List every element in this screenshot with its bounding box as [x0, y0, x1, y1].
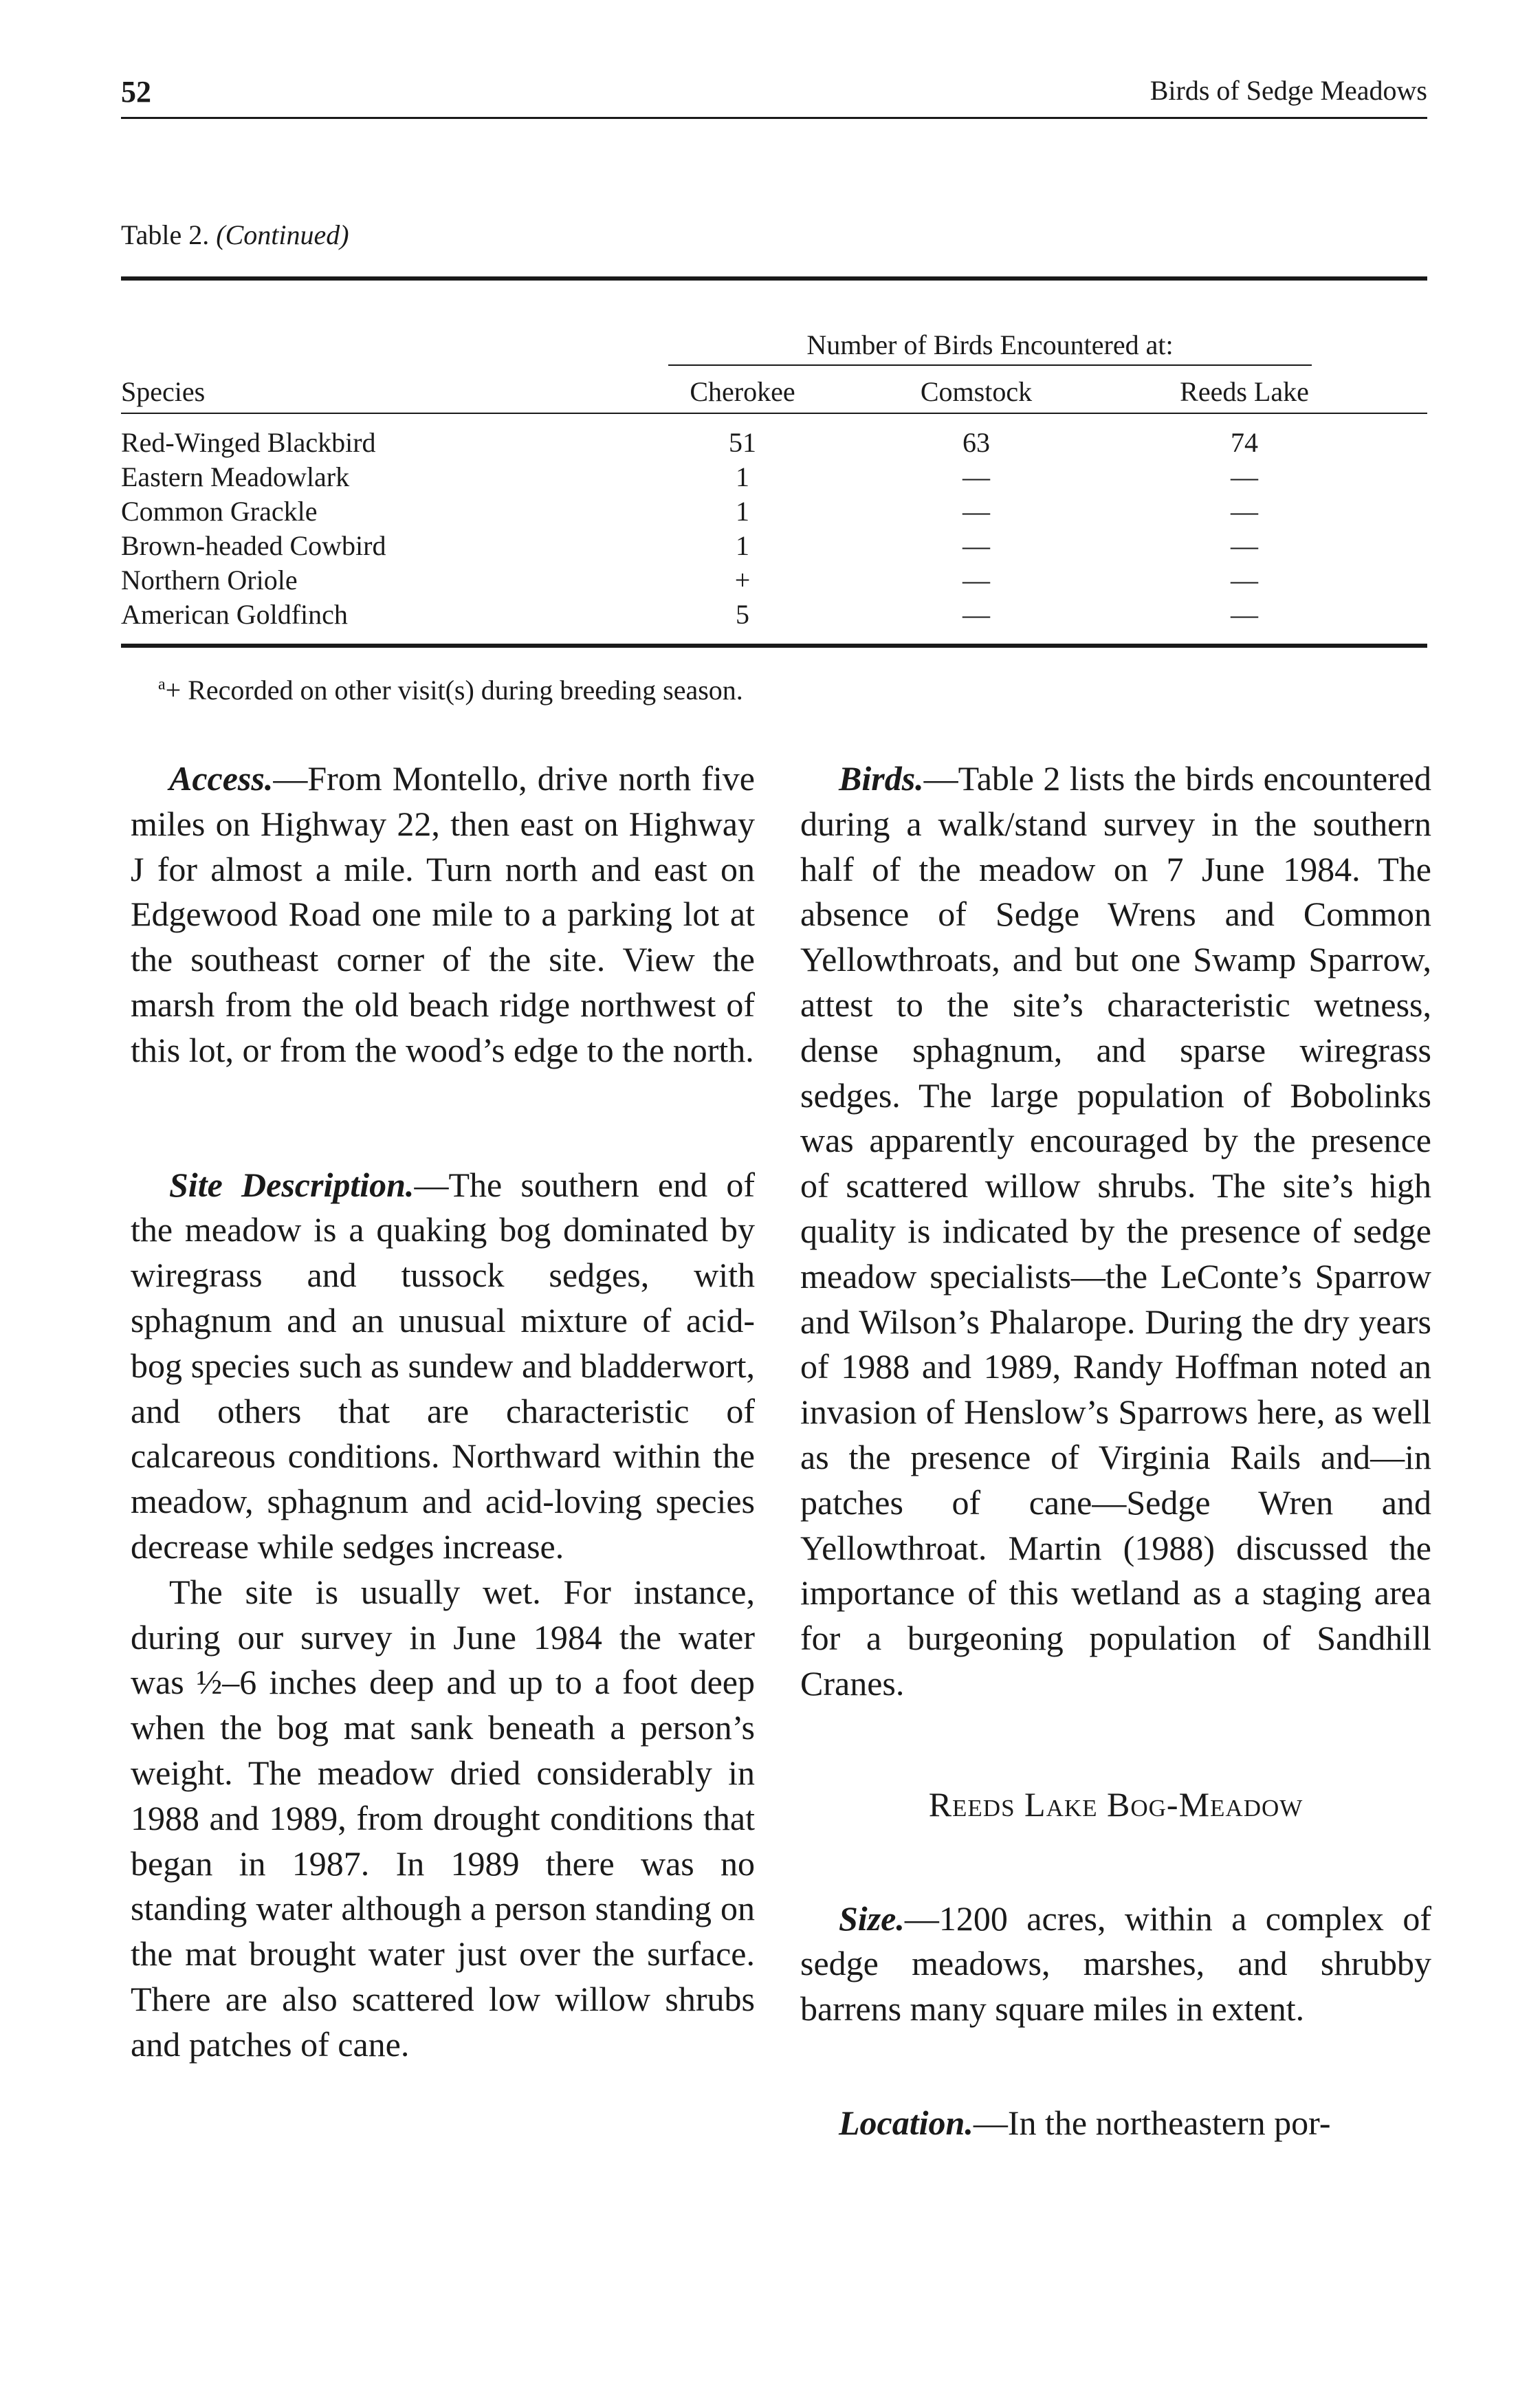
- cherokee-cell: +: [734, 565, 751, 595]
- site-description-run-in-heading: Site Description.: [169, 1165, 415, 1204]
- right-text-column: [800, 756, 1431, 2146]
- size-run-in-heading: Size.: [839, 1899, 905, 1938]
- table-row: [121, 564, 1427, 598]
- birds-run-in-heading: Birds.: [839, 759, 924, 798]
- access-run-in-heading: Access.: [169, 759, 274, 798]
- species-cell: Common Grackle: [121, 496, 318, 527]
- column-header-cherokee: Cherokee: [690, 376, 795, 407]
- comstock-cell: —: [962, 565, 990, 595]
- column-header-comstock: Comstock: [920, 376, 1033, 407]
- species-cell: Northern Oriole: [121, 565, 298, 595]
- table-row: [121, 495, 1427, 529]
- footnote-text: + Recorded on other visit(s) during breeding season.: [165, 675, 743, 706]
- section-heading: Reeds Lake Bog-Meadow: [928, 1784, 1304, 1824]
- location-run-in-heading: Location.: [839, 2103, 974, 2142]
- spanner-rule: [668, 364, 1312, 366]
- cherokee-cell: 5: [736, 599, 749, 630]
- cherokee-cell: 1: [736, 530, 749, 561]
- birds-text: —Table 2 lists the birds encountered during a walk/stand survey in the southern half of the meadow on 7 June 1984. The absence of Sedge Wrens and Common Yellowthroats, and but one Swamp Sparrow, attest to the site’s characteristic wetness, dense sphagnum, and sparse wiregrass sedges. The large population of Bobolinks was apparently encouraged by the presence of scattered willow shrubs. The site’s high quality is indicated by the presence of sedge meadow specialists—the LeConte’s Sparrow and Wilson’s Phalarope. During the dry years of 1988 and 1989, Randy Hoffman noted an invasion of Henslow’s Sparrows here, as well as the presence of Virginia Rails and—in patches of cane—Sedge Wren and Yellowthroat. Martin (1988) discussed the importance of this wetland as a staging area for a burgeoning population of Sandhill Cranes.: [800, 759, 1431, 1703]
- left-text-column: [131, 756, 755, 2068]
- page-number: 52: [121, 75, 151, 109]
- table-row: [121, 461, 1427, 495]
- reeds-lake-cell: —: [1231, 565, 1258, 595]
- reeds-lake-cell: —: [1231, 461, 1258, 492]
- running-title: Birds of Sedge Meadows: [1150, 75, 1427, 106]
- species-cell: American Goldfinch: [121, 599, 348, 630]
- header-underline-rule: [121, 413, 1427, 414]
- size-text: —1200 acres, within a complex of sedge meadows, marshes, and shrubby barrens many square miles in extent.: [800, 1899, 1431, 2029]
- footnote-marker: a: [158, 675, 166, 694]
- wetness-paragraph: The site is usually wet. For instance, during our survey in June 1984 the water was ½–6 inches deep and up to a foot deep when the bog mat sank beneath a person’s weight. The meadow dried considerably in 1988 and 1989, from drought conditions that began in 1987. In 1989 there was no standing water although a person standing on the mat brought water just over the surface. There are also scattered low willow shrubs and patches of cane.: [131, 1572, 755, 2064]
- site-description-paragraph: [131, 1163, 755, 1570]
- species-cell: Red-Winged Blackbird: [121, 427, 376, 458]
- comstock-cell: —: [962, 530, 990, 561]
- reeds-lake-cell: 74: [1231, 427, 1258, 458]
- cherokee-cell: 51: [729, 427, 756, 458]
- location-text: —In the northeastern por-: [973, 2103, 1331, 2142]
- table-bottom-rule: [121, 644, 1427, 648]
- comstock-cell: —: [962, 599, 990, 630]
- species-cell: Eastern Meadowlark: [121, 461, 350, 492]
- column-header-reeds-lake: Reeds Lake: [1180, 376, 1309, 407]
- column-header-species: Species: [121, 376, 206, 407]
- table-row: [121, 598, 1427, 633]
- table-row: [121, 529, 1427, 564]
- running-head: [121, 74, 1427, 120]
- table-caption: [121, 219, 349, 251]
- size-paragraph: [800, 1897, 1431, 2032]
- table-caption-prefix: Table 2.: [121, 219, 210, 250]
- access-text: —From Montello, drive north five miles on Highway 22, then east on Highway J for almost a mile. Turn north and east on Edgewood Road one mile to a parking lot at the southeast corner of the site. View the marsh from the old beach ridge northwest of this lot, or from the wood’s edge to the north.: [131, 759, 755, 1069]
- cherokee-cell: 1: [736, 461, 749, 492]
- site-description-text: —The southern end of the meadow is a quaking bog dominated by wiregrass and tussock sedges, with sphagnum and an unusual mixture of acid-bog species such as sundew and bladderwort, and others that are characteristic of calcareous conditions. Northward within the meadow, sphagnum and acid-loving species decrease while sedges increase.: [131, 1165, 755, 1566]
- birds-paragraph: [800, 756, 1431, 1707]
- location-paragraph: [800, 2101, 1431, 2146]
- table-footnote: [158, 674, 743, 706]
- table-row: [121, 426, 1427, 461]
- table-spanner-heading: Number of Birds Encountered at:: [806, 329, 1174, 360]
- table-caption-note: (Continued): [216, 219, 349, 250]
- comstock-cell: 63: [962, 427, 990, 458]
- reeds-lake-cell: —: [1231, 496, 1258, 527]
- header-rule: [121, 117, 1427, 119]
- species-cell: Brown-headed Cowbird: [121, 530, 386, 561]
- table-top-rule: [121, 276, 1427, 281]
- reeds-lake-cell: —: [1231, 530, 1258, 561]
- cherokee-cell: 1: [736, 496, 749, 527]
- reeds-lake-cell: —: [1231, 599, 1258, 630]
- access-paragraph: [131, 756, 755, 1073]
- comstock-cell: —: [962, 496, 990, 527]
- comstock-cell: —: [962, 461, 990, 492]
